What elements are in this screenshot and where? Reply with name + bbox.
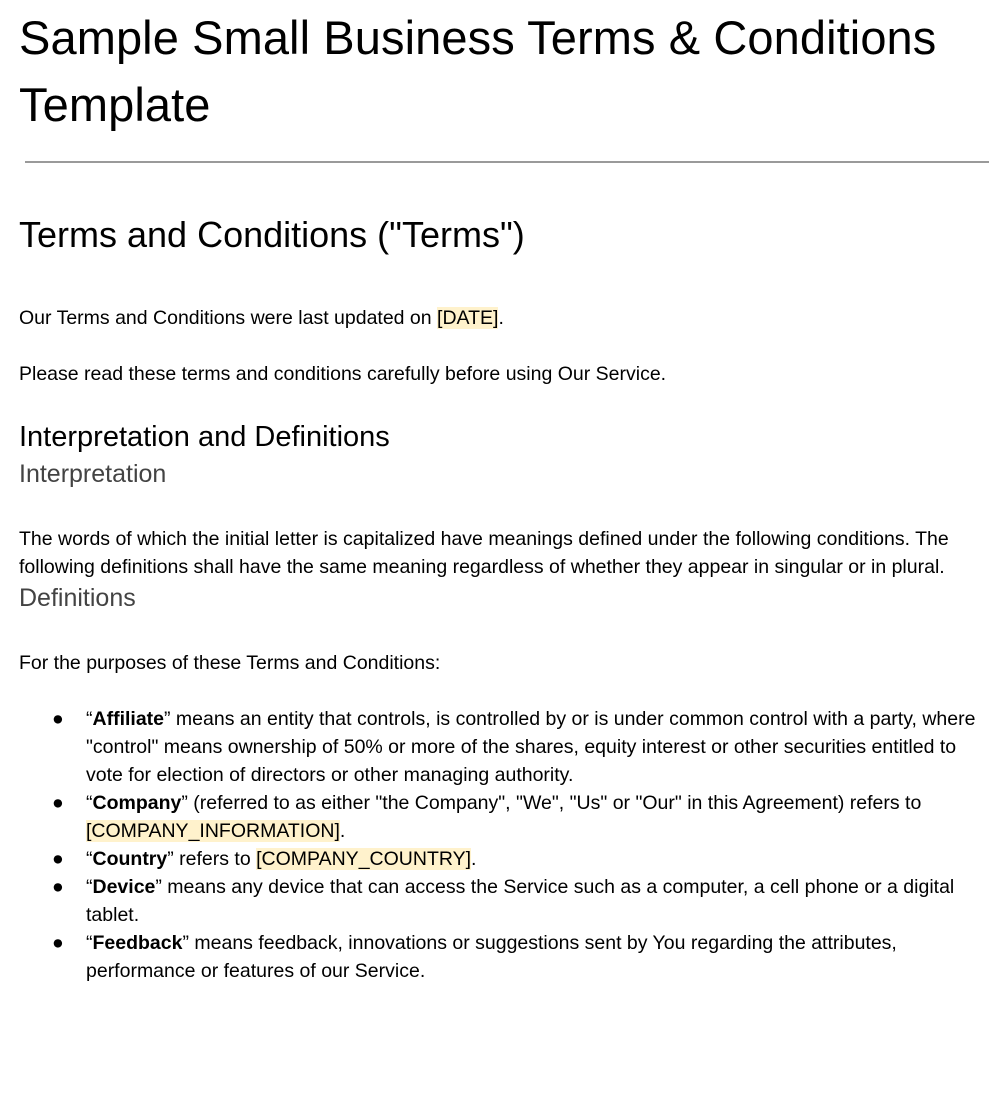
- definition-term: Company: [92, 792, 182, 814]
- definition-text: means any device that can access the Service such as a computer, a cell phone or a digital tablet.: [86, 876, 955, 926]
- definition-term: Feedback: [92, 932, 183, 954]
- interpretation-definitions-heading: Interpretation and Definitions: [19, 421, 390, 453]
- definition-item-device: [19, 873, 994, 929]
- horizontal-divider: [25, 161, 989, 163]
- open-quote: “: [86, 848, 93, 870]
- definition-suffix: .: [339, 820, 346, 842]
- definition-item-affiliate: [19, 705, 994, 789]
- company-country-placeholder: [COMPANY_COUNTRY]: [256, 848, 472, 870]
- bullet-icon: ●: [52, 792, 64, 814]
- definition-term: Country: [92, 848, 168, 870]
- last-updated-paragraph: [19, 304, 994, 332]
- interpretation-heading: Interpretation: [19, 460, 167, 488]
- terms-heading: Terms and Conditions ("Terms"): [19, 214, 525, 255]
- document-title: Sample Small Business Terms & Conditions Template: [19, 11, 937, 131]
- definition-term: Affiliate: [92, 708, 165, 730]
- interpretation-paragraph: The words of which the initial letter is capitalized have meanings defined under the following conditions. The following definitions shall have the same meaning regardless of whether they appear in singular or in plural.: [19, 528, 949, 578]
- close-quote: ”: [155, 876, 162, 898]
- open-quote: “: [86, 876, 93, 898]
- bullet-icon: ●: [52, 932, 64, 954]
- close-quote: ”: [167, 848, 174, 870]
- definition-text: (referred to as either "the Company", "We", "Us" or "Our" in this Agreement) refers to: [187, 792, 922, 814]
- open-quote: “: [86, 792, 93, 814]
- definition-text: means feedback, innovations or suggestions sent by You regarding the attributes, performance or features of our Service.: [86, 932, 897, 982]
- open-quote: “: [86, 932, 93, 954]
- date-placeholder: [DATE]: [437, 307, 499, 329]
- definition-suffix: .: [471, 848, 477, 870]
- open-quote: “: [86, 708, 93, 730]
- bullet-icon: ●: [52, 708, 64, 730]
- bullet-icon: ●: [52, 876, 64, 898]
- close-quote: ”: [182, 932, 189, 954]
- definition-item-country: [19, 845, 994, 873]
- company-information-placeholder: [COMPANY_INFORMATION]: [86, 820, 340, 842]
- close-quote: ”: [181, 792, 188, 814]
- definition-text: means an entity that controls, is controlled by or is under common control with a party, where "control" means ownership of 50% or more of the shares, equity interest or other securities entitled to vote for election of directors or other managing authority.: [86, 708, 976, 786]
- read-notice-paragraph: Please read these terms and conditions carefully before using Our Service.: [19, 363, 667, 385]
- definitions-heading: Definitions: [19, 584, 136, 612]
- definition-text: refers to: [173, 848, 257, 870]
- close-quote: ”: [164, 708, 171, 730]
- definitions-intro-paragraph: For the purposes of these Terms and Conditions:: [19, 652, 441, 674]
- document-page: [19, 0, 994, 985]
- bullet-icon: ●: [52, 848, 64, 870]
- definition-term: Device: [92, 876, 156, 898]
- definition-item-feedback: [19, 929, 994, 985]
- last-updated-suffix: .: [498, 307, 504, 329]
- definitions-list: [19, 705, 994, 985]
- definition-item-company: [19, 789, 994, 845]
- last-updated-prefix: Our Terms and Conditions were last updated on: [19, 307, 438, 329]
